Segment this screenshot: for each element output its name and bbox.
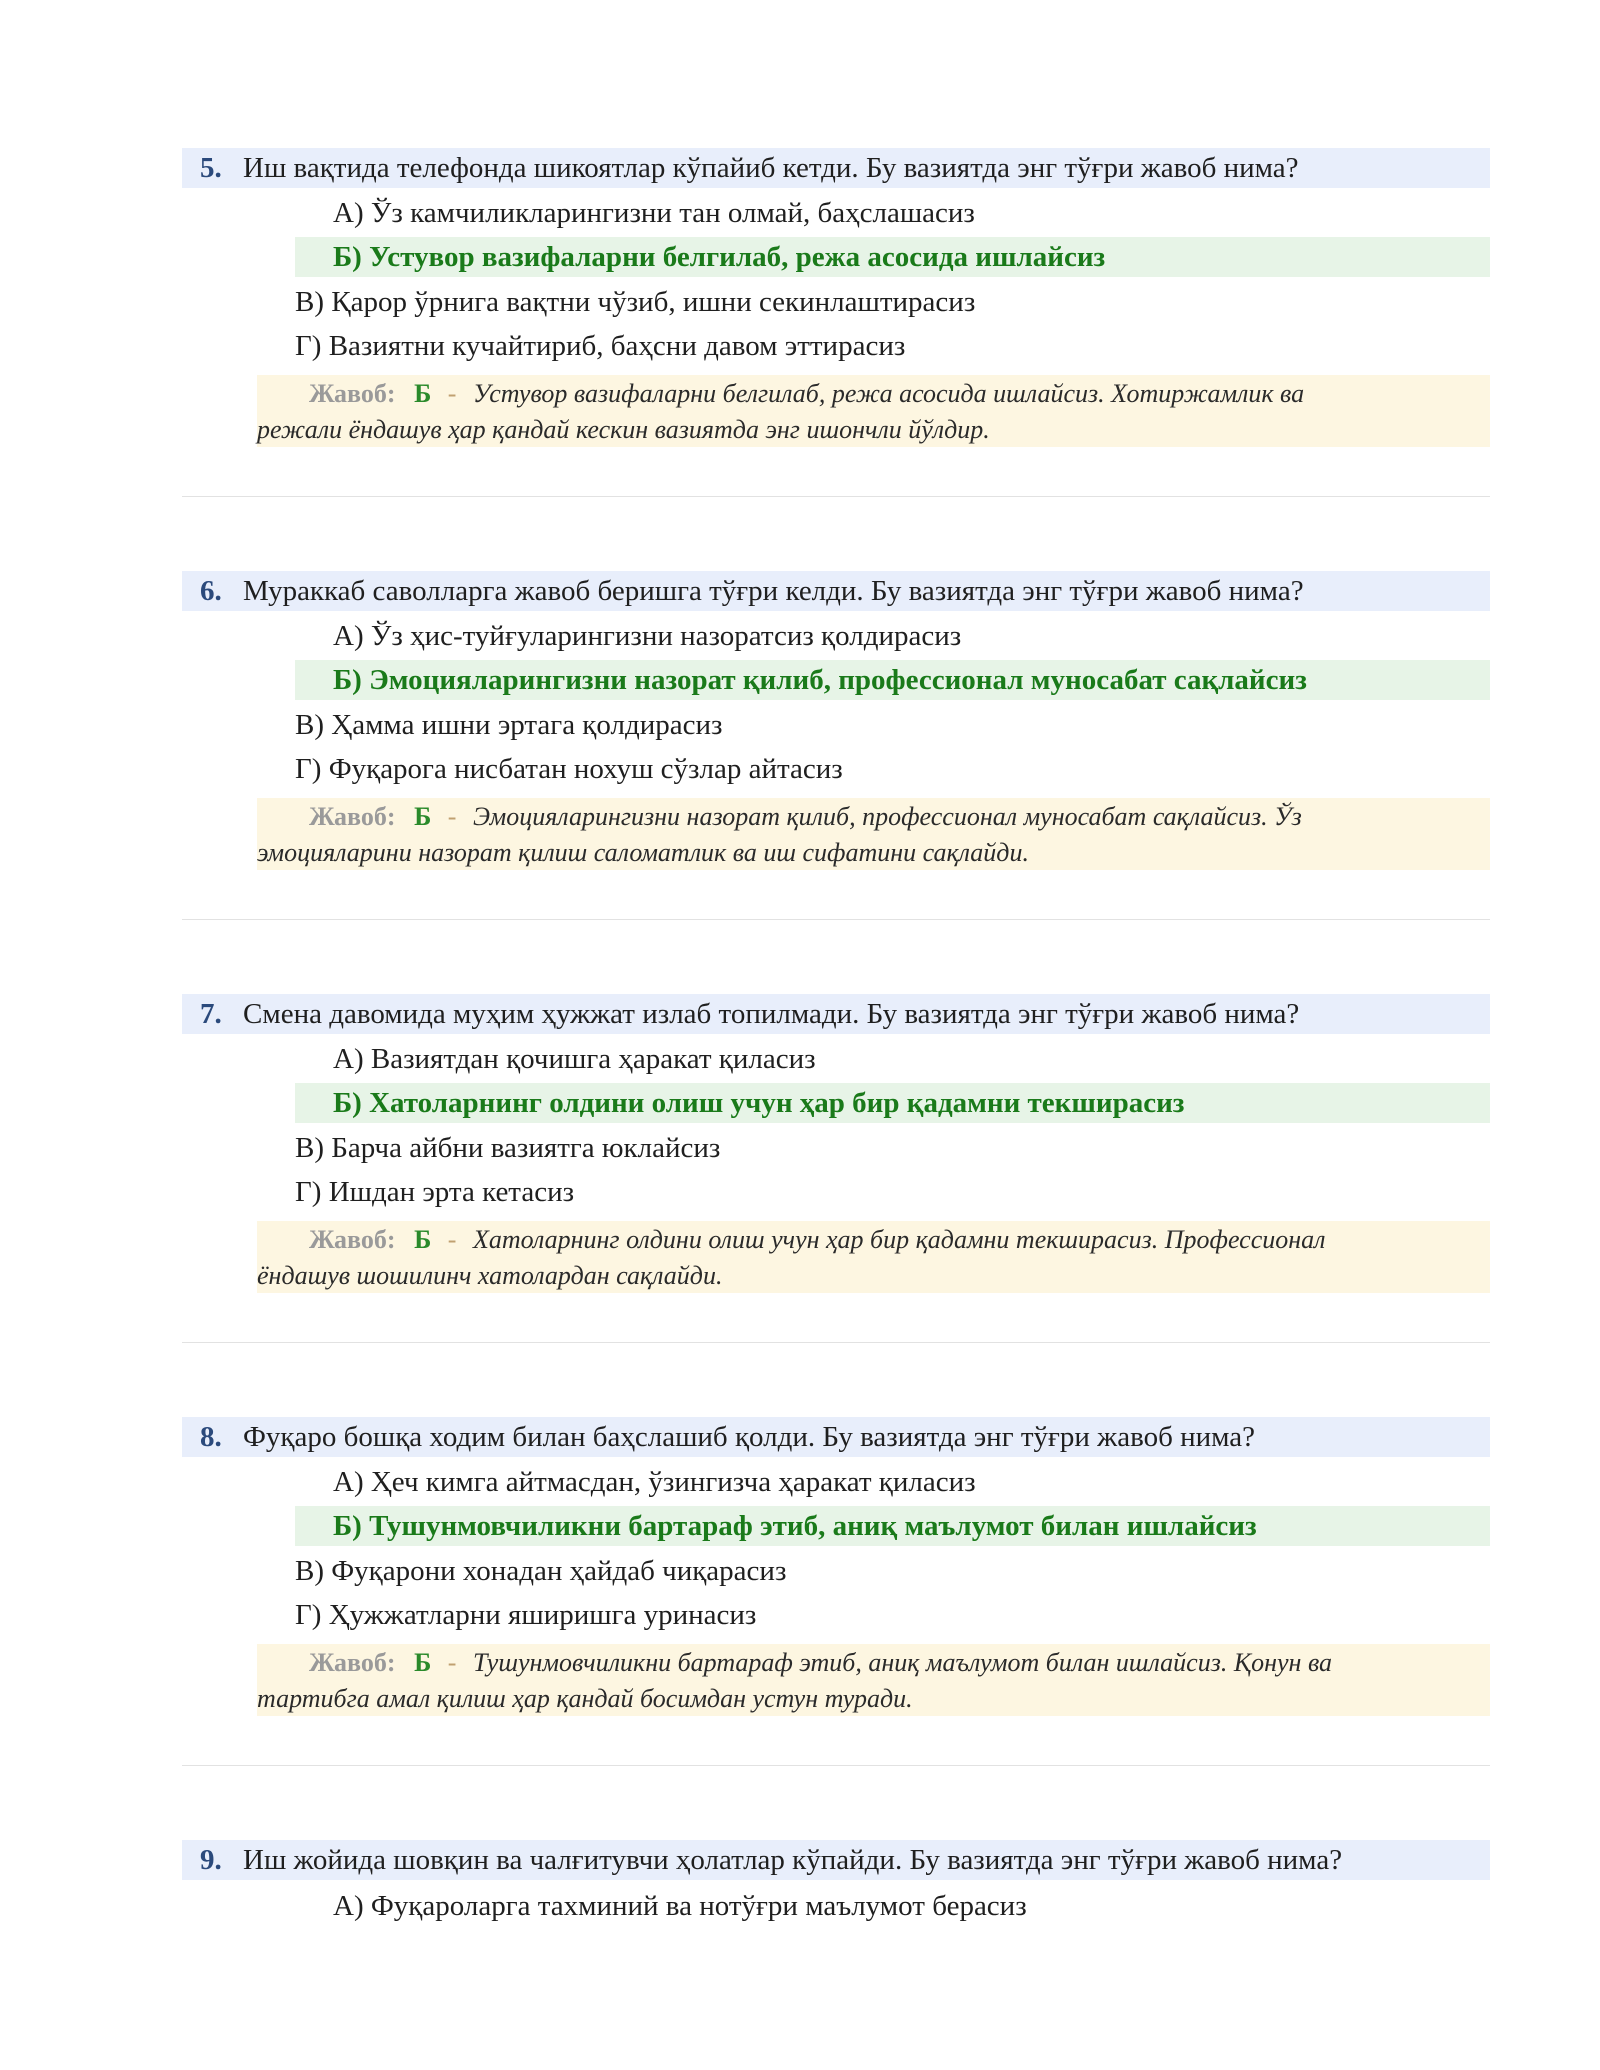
option-text: Ҳамма ишни эртага қолдирасиз bbox=[331, 709, 723, 741]
option-text: Фуқарони хонадан ҳайдаб чиқарасиз bbox=[331, 1555, 787, 1587]
option-text: Вазиятни кучайтириб, баҳсни давом эттирасиз bbox=[328, 330, 906, 362]
answer-label: Жавоб: bbox=[309, 802, 396, 831]
option-text: Ҳеч кимга айтмасдан, ўзингизча ҳаракат қиласиз bbox=[370, 1466, 976, 1498]
answer-label: Жавоб: bbox=[309, 1225, 396, 1254]
option-text: Ўз камчиликларингизни тан олмай, баҳслашасиз bbox=[370, 197, 975, 229]
answer-dash: - bbox=[447, 379, 457, 408]
answer-letter: Б bbox=[414, 379, 432, 408]
option-letter: В) bbox=[295, 1132, 324, 1164]
option-v bbox=[295, 705, 722, 745]
question-text: Иш вақтида телефонда шикоятлар кўпайиб кетди. Бу вазиятда энг тўғри жавоб нима? bbox=[243, 152, 1299, 184]
option-text: Қарор ўрнига вақтни чўзиб, ишни секинлаштирасиз bbox=[331, 286, 976, 318]
answer-letter: Б bbox=[414, 802, 432, 831]
option-letter: Б) bbox=[333, 1087, 362, 1119]
option-text: Ишдан эрта кетасиз bbox=[328, 1176, 575, 1208]
option-letter: В) bbox=[295, 709, 324, 741]
answer-label: Жавоб: bbox=[309, 379, 396, 408]
question-text: Фуқаро бошқа ходим билан баҳслашиб қолди. Бу вазиятда энг тўғри жавоб нима? bbox=[243, 1421, 1256, 1453]
option-text: Фуқароларга тахминий ва нотўғри маълумот берасиз bbox=[370, 1890, 1027, 1922]
divider bbox=[182, 1765, 1490, 1766]
answer-explanation: Хатоларнинг олдини олиш учун ҳар бир қадамни текширасиз. Профессионал bbox=[472, 1225, 1326, 1254]
answer-dash: - bbox=[447, 1648, 457, 1677]
option-text: Эмоцияларингизни назорат қилиб, профессионал муносабат сақлайсиз bbox=[369, 664, 1307, 696]
answer-box bbox=[257, 798, 1490, 870]
answer-dash: - bbox=[447, 802, 457, 831]
answer-line-1 bbox=[309, 1646, 1332, 1680]
question-number: 5. bbox=[200, 152, 222, 184]
option-letter: Г) bbox=[295, 330, 322, 362]
option-letter: Б) bbox=[333, 664, 362, 696]
option-g bbox=[295, 326, 905, 366]
option-letter: А) bbox=[333, 1890, 364, 1922]
option-letter: В) bbox=[295, 286, 324, 318]
option-text: Барча айбни вазиятга юклайсиз bbox=[331, 1132, 721, 1164]
divider bbox=[182, 919, 1490, 920]
option-b-correct bbox=[295, 660, 1490, 700]
option-letter: А) bbox=[333, 197, 364, 229]
answer-label: Жавоб: bbox=[309, 1648, 396, 1677]
answer-box bbox=[257, 1221, 1490, 1293]
option-a bbox=[333, 616, 961, 656]
option-text: Ўз ҳис-туйғуларингизни назоратсиз қолдирасиз bbox=[370, 620, 962, 652]
option-text: Вазиятдан қочишга ҳаракат қиласиз bbox=[370, 1043, 816, 1075]
answer-explanation: Тушунмовчиликни бартараф этиб, аниқ маълумот билан ишлайсиз. Қонун ва bbox=[472, 1648, 1333, 1677]
answer-letter: Б bbox=[414, 1225, 432, 1254]
answer-line-2: эмоцияларини назорат қилиш саломатлик ва иш сифатини сақлайди. bbox=[257, 838, 1029, 867]
answer-line-2: режали ёндашув ҳар қандай кескин вазиятда энг ишончли йўлдир. bbox=[257, 415, 990, 444]
question-number: 8. bbox=[200, 1421, 222, 1453]
answer-line-1 bbox=[309, 800, 1302, 834]
option-letter: А) bbox=[333, 1043, 364, 1075]
option-b-correct bbox=[295, 1083, 1490, 1123]
answer-box bbox=[257, 1644, 1490, 1716]
answer-letter: Б bbox=[414, 1648, 432, 1677]
option-letter: В) bbox=[295, 1555, 324, 1587]
option-text: Тушунмовчиликни бартараф этиб, аниқ маълумот билан ишлайсиз bbox=[369, 1510, 1257, 1542]
option-letter: Г) bbox=[295, 1176, 322, 1208]
option-letter: Б) bbox=[333, 1510, 362, 1542]
option-text: Устувор вазифаларни белгилаб, режа асосида ишлайсиз bbox=[369, 241, 1106, 273]
option-letter: Б) bbox=[333, 241, 362, 273]
option-a bbox=[333, 1462, 976, 1502]
option-g bbox=[295, 1595, 756, 1635]
option-g bbox=[295, 1172, 574, 1212]
option-text: Фуқарога нисбатан нохуш сўзлар айтасиз bbox=[328, 753, 843, 785]
answer-explanation: Эмоцияларингизни назорат қилиб, профессионал муносабат сақлайсиз. Ўз bbox=[472, 802, 1302, 831]
answer-box bbox=[257, 375, 1490, 447]
option-a bbox=[333, 1039, 816, 1079]
answer-line-1 bbox=[309, 1223, 1325, 1257]
option-b-correct bbox=[295, 1506, 1490, 1546]
option-letter: Г) bbox=[295, 753, 322, 785]
question-number: 6. bbox=[200, 575, 222, 607]
question-number: 7. bbox=[200, 998, 222, 1030]
option-g bbox=[295, 749, 843, 789]
answer-explanation: Устувор вазифаларни белгилаб, режа асосида ишлайсиз. Хотиржамлик ва bbox=[472, 379, 1305, 408]
answer-line-1 bbox=[309, 377, 1304, 411]
divider bbox=[182, 1342, 1490, 1343]
question-text: Иш жойида шовқин ва чалғитувчи ҳолатлар кўпайди. Бу вазиятда энг тўғри жавоб нима? bbox=[243, 1844, 1343, 1876]
question-text: Смена давомида муҳим ҳужжат излаб топилмади. Бу вазиятда энг тўғри жавоб нима? bbox=[243, 998, 1300, 1030]
question-text: Мураккаб саволларга жавоб беришга тўғри келди. Бу вазиятда энг тўғри жавоб нима? bbox=[243, 575, 1304, 607]
option-text: Хатоларнинг олдини олиш учун ҳар бир қадамни текширасиз bbox=[369, 1087, 1185, 1119]
option-letter: А) bbox=[333, 1466, 364, 1498]
option-letter: А) bbox=[333, 620, 364, 652]
option-v bbox=[295, 1551, 786, 1591]
answer-dash: - bbox=[447, 1225, 457, 1254]
option-text: Ҳужжатларни яширишга уринасиз bbox=[328, 1599, 757, 1631]
option-b-correct bbox=[295, 237, 1490, 277]
answer-line-2: ёндашув шошилинч хатолардан сақлайди. bbox=[257, 1261, 723, 1290]
option-a bbox=[333, 1886, 1027, 1926]
divider bbox=[182, 496, 1490, 497]
question-number: 9. bbox=[200, 1844, 222, 1876]
answer-line-2: тартибга амал қилиш ҳар қандай босимдан устун туради. bbox=[257, 1684, 913, 1713]
option-a bbox=[333, 193, 975, 233]
option-v bbox=[295, 1128, 720, 1168]
option-letter: Г) bbox=[295, 1599, 322, 1631]
option-v bbox=[295, 282, 975, 322]
